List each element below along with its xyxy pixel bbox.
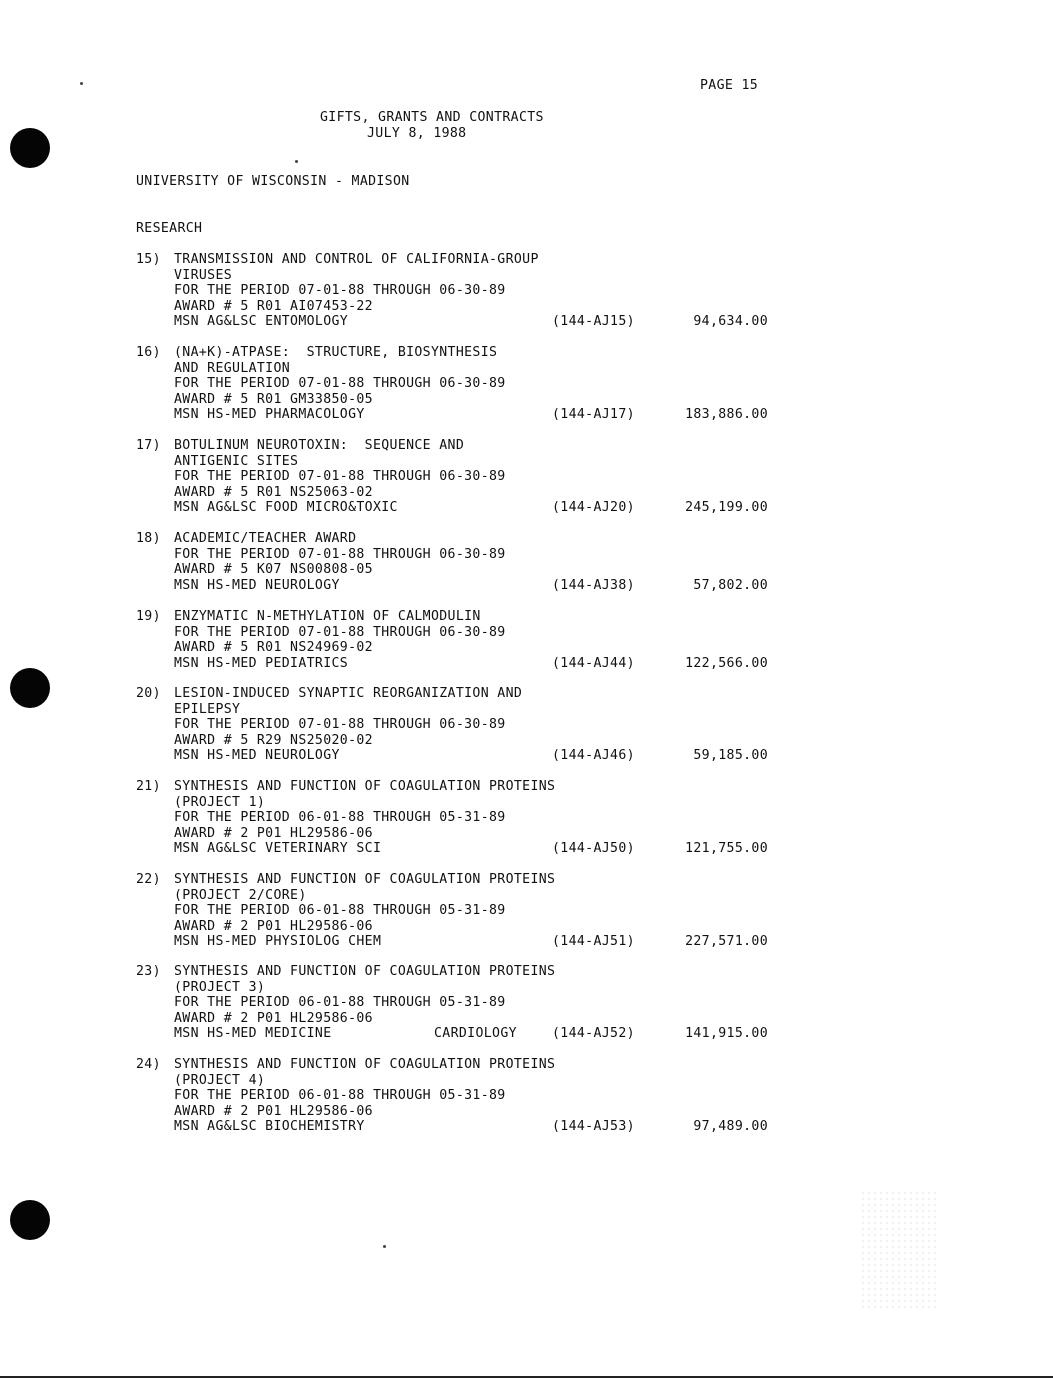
grant-entry [136, 345, 776, 423]
entry-title: ENZYMATIC N-METHYLATION OF CALMODULIN [174, 609, 481, 624]
entry-title: (NA+K)-ATPASE: STRUCTURE, BIOSYNTHESIS [174, 345, 498, 360]
entry-title: AND REGULATION [174, 360, 291, 376]
grant-entry [136, 1057, 776, 1135]
entry-amount: 227,571.00 [685, 934, 768, 949]
entry-department: MSN HS-MED MEDICINE [174, 1026, 332, 1041]
entry-line [136, 485, 776, 501]
entry-line [136, 702, 776, 718]
entry-title: EPILEPSY [174, 701, 241, 717]
entry-account-code: (144-AJ53) [552, 1119, 635, 1134]
scan-speck [80, 82, 83, 85]
grant-entry [136, 872, 776, 950]
entry-title: (PROJECT 2/CORE) [174, 887, 307, 903]
entry-title: SYNTHESIS AND FUNCTION OF COAGULATION PROTEINS [174, 779, 556, 794]
scan-noise [860, 1190, 940, 1310]
entry-title: SYNTHESIS AND FUNCTION OF COAGULATION PROTEINS [174, 872, 556, 887]
entry-line [136, 500, 776, 516]
entry-period: FOR THE PERIOD 07-01-88 THROUGH 06-30-89 [174, 717, 506, 732]
grant-entry [136, 686, 776, 764]
page-number: PAGE 15 [700, 78, 759, 93]
entry-line [136, 361, 776, 377]
entry-account-code: (144-AJ44) [552, 655, 635, 671]
punch-hole-bottom [10, 1200, 50, 1240]
entry-period: FOR THE PERIOD 07-01-88 THROUGH 06-30-89 [174, 376, 506, 391]
entry-account-code: (144-AJ20) [552, 500, 635, 515]
entry-line [136, 1057, 776, 1073]
entry-line [136, 547, 776, 563]
entry-award: AWARD # 2 P01 HL29586-06 [174, 1010, 373, 1026]
entry-department: MSN AG&LSC ENTOMOLOGY [174, 314, 349, 329]
entry-award: AWARD # 2 P01 HL29586-06 [174, 1103, 373, 1119]
entry-line [136, 407, 776, 423]
entry-line [136, 268, 776, 284]
document-date: JULY 8, 1988 [367, 126, 467, 141]
entry-period: FOR THE PERIOD 06-01-88 THROUGH 05-31-89 [174, 810, 506, 825]
entry-period: FOR THE PERIOD 07-01-88 THROUGH 06-30-89 [174, 624, 506, 640]
entry-title: BOTULINUM NEUROTOXIN: SEQUENCE AND [174, 438, 465, 453]
entry-line [136, 826, 776, 842]
grant-entry [136, 609, 776, 671]
entry-line [136, 888, 776, 904]
entry-line [136, 1011, 776, 1027]
entry-account-code: (144-AJ51) [552, 934, 635, 949]
entry-amount: 57,802.00 [693, 577, 768, 593]
entry-number: 24) [136, 1057, 161, 1072]
grant-entry [136, 779, 776, 857]
entry-department: MSN AG&LSC FOOD MICRO&TOXIC [174, 500, 398, 515]
punch-hole-top [10, 128, 50, 168]
entry-line [136, 469, 776, 485]
entry-line [136, 1104, 776, 1120]
entry-amount: 122,566.00 [685, 655, 768, 671]
entry-line [136, 625, 776, 641]
entry-account-code: (144-AJ15) [552, 314, 635, 329]
entry-line [136, 578, 776, 594]
scan-speck [295, 160, 298, 163]
entry-award: AWARD # 5 R01 AI07453-22 [174, 298, 373, 314]
grant-entry [136, 438, 776, 516]
entry-subdepartment: CARDIOLOGY [434, 1026, 517, 1041]
entry-number: 18) [136, 531, 161, 546]
entry-line [136, 640, 776, 656]
entry-title: ACADEMIC/TEACHER AWARD [174, 531, 357, 546]
entry-award: AWARD # 5 K07 NS00808-05 [174, 562, 373, 577]
entry-line [136, 438, 776, 454]
grant-entry [136, 252, 776, 330]
entry-award: AWARD # 2 P01 HL29586-06 [174, 825, 373, 841]
entry-line [136, 964, 776, 980]
entry-period: FOR THE PERIOD 07-01-88 THROUGH 06-30-89 [174, 469, 506, 484]
document-title: GIFTS, GRANTS AND CONTRACTS [320, 110, 544, 125]
entry-period: FOR THE PERIOD 06-01-88 THROUGH 05-31-89 [174, 903, 506, 918]
entry-line [136, 345, 776, 361]
entry-line [136, 980, 776, 996]
entry-line [136, 872, 776, 888]
entry-line [136, 392, 776, 408]
section-heading: RESEARCH [136, 221, 203, 236]
entry-amount: 121,755.00 [685, 841, 768, 856]
entry-line [136, 733, 776, 749]
entry-account-code: (144-AJ52) [552, 1026, 635, 1041]
entry-line [136, 1026, 776, 1042]
entry-amount: 94,634.00 [693, 314, 768, 329]
entry-line [136, 376, 776, 392]
entry-period: FOR THE PERIOD 07-01-88 THROUGH 06-30-89 [174, 283, 506, 298]
institution-name: UNIVERSITY OF WISCONSIN - MADISON [136, 174, 410, 189]
entry-line [136, 252, 776, 268]
entry-line [136, 283, 776, 299]
entry-title: (PROJECT 3) [174, 979, 266, 995]
entry-number: 20) [136, 686, 161, 701]
grant-entry [136, 531, 776, 593]
entry-number: 16) [136, 345, 161, 360]
entry-account-code: (144-AJ38) [552, 577, 635, 593]
entry-line [136, 1119, 776, 1135]
entry-line [136, 656, 776, 672]
entry-number: 21) [136, 779, 161, 794]
entry-line [136, 717, 776, 733]
entry-line [136, 748, 776, 764]
entry-account-code: (144-AJ50) [552, 841, 635, 856]
entry-award: AWARD # 5 R01 NS25063-02 [174, 484, 373, 500]
entry-account-code: (144-AJ46) [552, 748, 635, 763]
entry-title: TRANSMISSION AND CONTROL OF CALIFORNIA-GROUP [174, 252, 539, 267]
entry-award: AWARD # 5 R01 GM33850-05 [174, 391, 373, 407]
entry-department: MSN HS-MED PHARMACOLOGY [174, 407, 365, 422]
entry-period: FOR THE PERIOD 07-01-88 THROUGH 06-30-89 [174, 546, 506, 562]
entry-amount: 183,886.00 [685, 407, 768, 422]
entry-department: MSN HS-MED PHYSIOLOG CHEM [174, 934, 382, 949]
entry-line [136, 562, 776, 578]
entry-number: 15) [136, 252, 161, 267]
entry-account-code: (144-AJ17) [552, 407, 635, 422]
entry-title: VIRUSES [174, 267, 233, 283]
entry-award: AWARD # 2 P01 HL29586-06 [174, 918, 373, 934]
entry-line [136, 454, 776, 470]
grant-entry [136, 964, 776, 1042]
entry-number: 23) [136, 964, 161, 979]
entry-number: 22) [136, 872, 161, 887]
entry-period: FOR THE PERIOD 06-01-88 THROUGH 05-31-89 [174, 995, 506, 1010]
entry-department: MSN AG&LSC VETERINARY SCI [174, 841, 382, 856]
entry-award: AWARD # 5 R29 NS25020-02 [174, 732, 373, 748]
entry-line [136, 919, 776, 935]
entry-title: (PROJECT 1) [174, 794, 266, 810]
entry-amount: 59,185.00 [693, 748, 768, 763]
entry-title: LESION-INDUCED SYNAPTIC REORGANIZATION AND [174, 686, 523, 701]
entry-department: MSN HS-MED NEUROLOGY [174, 577, 340, 593]
entry-title: SYNTHESIS AND FUNCTION OF COAGULATION PROTEINS [174, 964, 556, 979]
entry-line [136, 995, 776, 1011]
entry-line [136, 1088, 776, 1104]
entry-line [136, 903, 776, 919]
scan-speck [383, 1245, 386, 1248]
entry-line [136, 795, 776, 811]
entry-department: MSN HS-MED PEDIATRICS [174, 655, 349, 671]
entry-line [136, 686, 776, 702]
entry-amount: 141,915.00 [685, 1026, 768, 1041]
entry-line [136, 531, 776, 547]
entry-number: 17) [136, 438, 161, 453]
entry-number: 19) [136, 609, 161, 624]
entry-department: MSN AG&LSC BIOCHEMISTRY [174, 1119, 365, 1134]
entry-line [136, 779, 776, 795]
entry-amount: 97,489.00 [693, 1119, 768, 1134]
page-bottom-edge [0, 1376, 1053, 1378]
entry-line [136, 934, 776, 950]
entry-title: ANTIGENIC SITES [174, 453, 299, 469]
entry-line [136, 841, 776, 857]
entry-line [136, 299, 776, 315]
entry-line [136, 609, 776, 625]
entry-line [136, 810, 776, 826]
entry-title: SYNTHESIS AND FUNCTION OF COAGULATION PROTEINS [174, 1057, 556, 1072]
entry-line [136, 1073, 776, 1089]
entry-department: MSN HS-MED NEUROLOGY [174, 748, 340, 763]
entry-period: FOR THE PERIOD 06-01-88 THROUGH 05-31-89 [174, 1088, 506, 1103]
punch-hole-middle [10, 668, 50, 708]
entry-title: (PROJECT 4) [174, 1072, 266, 1088]
entry-line [136, 314, 776, 330]
entry-amount: 245,199.00 [685, 500, 768, 515]
entry-award: AWARD # 5 R01 NS24969-02 [174, 640, 373, 655]
